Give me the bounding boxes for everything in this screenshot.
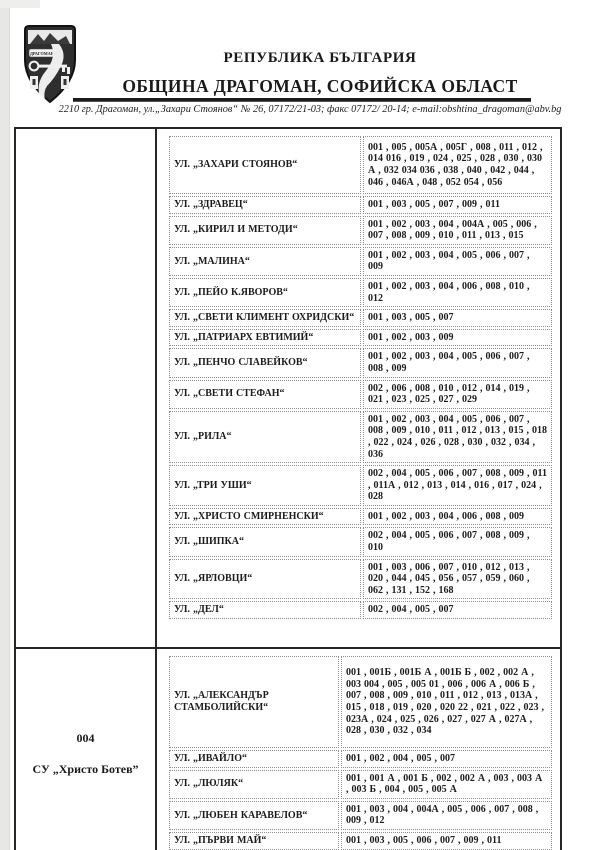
street-row — [169, 348, 552, 377]
street-row — [169, 278, 552, 307]
street-row — [169, 247, 552, 276]
street-row — [169, 750, 552, 768]
street-name-cell: УЛ. „ПЪРВИ МАЙ“ — [169, 832, 339, 850]
house-numbers-cell: 001 , 003 , 005 , 006 , 007 , 009 , 011 — [341, 832, 552, 850]
municipality-title: ОБЩИНА ДРАГОМАН, СОФИЙСКА ОБЛАСТ — [122, 76, 518, 96]
street-row — [169, 832, 552, 850]
house-numbers-cell: 001 , 002 , 003 , 004 , 006 , 008 , 010 , 012 — [363, 278, 552, 307]
street-name-cell: УЛ. „ЛЮЛЯК“ — [169, 770, 339, 799]
street-row — [169, 559, 552, 600]
street-name-cell: УЛ. „ЯРЛОВЦИ“ — [169, 559, 361, 600]
street-name-cell: УЛ. „ПАТРИАРХ ЕВТИМИЙ“ — [169, 329, 361, 347]
street-row — [169, 309, 552, 327]
street-row — [169, 380, 552, 409]
house-numbers-cell: 001 , 002 , 003 , 004 , 005 , 006 , 007 , 008 , 009 , 010 , 011 , 012 , 013 , 015 , 018 , 022 , 024 , 026 , 028 , 030 , 032 , 034 , 036 — [363, 411, 552, 463]
section-id: 004 — [76, 731, 95, 746]
street-name-cell: УЛ. „СВЕТИ СТЕФАН“ — [169, 380, 361, 409]
section-streets-area — [157, 129, 560, 647]
scan-top-edge — [0, 0, 40, 8]
street-row — [169, 216, 552, 245]
street-row — [169, 136, 552, 194]
street-row — [169, 527, 552, 556]
street-row — [169, 656, 552, 748]
streets-table — [167, 134, 554, 621]
street-row — [169, 770, 552, 799]
street-name-cell: УЛ. „КИРИЛ И МЕТОДИ“ — [169, 216, 361, 245]
streets-table — [167, 654, 554, 850]
street-row — [169, 329, 552, 347]
scan-left-edge — [0, 0, 10, 850]
house-numbers-cell: 002 , 004 , 005 , 006 , 007 , 008 , 009 , 010 — [363, 527, 552, 556]
street-row — [169, 411, 552, 463]
table-section-004 — [16, 647, 560, 850]
street-name-cell: УЛ. „АЛЕКСАНДЪР СТАМБОЛИЙСКИ“ — [169, 656, 339, 748]
street-allocation-table — [14, 127, 562, 850]
header-divider-rule — [73, 98, 531, 101]
street-name-cell: УЛ. „ДЕЛ“ — [169, 601, 361, 619]
street-name-cell: УЛ. „ПЕЙО К.ЯВОРОВ“ — [169, 278, 361, 307]
street-name-cell: УЛ. „ЗДРАВЕЦ“ — [169, 196, 361, 214]
street-name-cell: УЛ. „ЛЮБЕН КАРАВЕЛОВ“ — [169, 801, 339, 830]
street-name-cell: УЛ. „СВЕТИ КЛИМЕНТ ОХРИДСКИ“ — [169, 309, 361, 327]
house-numbers-cell: 002 , 006 , 008 , 010 , 012 , 014 , 019 , 021 , 023 , 025 , 027 , 029 — [363, 380, 552, 409]
house-numbers-cell: 001 , 003 , 005 , 007 — [363, 309, 552, 327]
house-numbers-cell: 001 , 001 А , 001 Б , 002 , 002 А , 003 , 003 А , 003 Б , 004 , 005 , 005 А — [341, 770, 552, 799]
section-label-cell — [16, 649, 157, 850]
street-row — [169, 196, 552, 214]
municipality-coat-of-arms — [21, 24, 79, 104]
street-name-cell: УЛ. „ПЕНЧО СЛАВЕЙКОВ“ — [169, 348, 361, 377]
street-name-cell: УЛ. „ИВАЙЛО“ — [169, 750, 339, 768]
coat-of-arms-icon — [21, 24, 79, 104]
house-numbers-cell: 001 , 005 , 005А , 005Г , 008 , 011 , 012 , 014 016 , 019 , 024 , 025 , 028 , 030 , 030 А , 032 034 036 , 038 , 040 , 042 , 044 , 046 , 046А , 048 , 052 054 , 056 — [363, 136, 552, 194]
house-numbers-cell: 001 , 002 , 003 , 004 , 004А , 005 , 006 , 007 , 008 , 009 , 010 , 011 , 013 , 015 — [363, 216, 552, 245]
house-numbers-cell: 001 , 002 , 003 , 004 , 005 , 006 , 007 , 008 , 009 — [363, 348, 552, 377]
house-numbers-cell: 001 , 003 , 006 , 007 , 010 , 012 , 013 , 020 , 044 , 045 , 056 , 057 , 059 , 060 , 062 , 131 , 152 , 168 — [363, 559, 552, 600]
street-name-cell: УЛ. „ШИПКА“ — [169, 527, 361, 556]
contact-address-line: 2210 гр. Драгоман, ул.„Захари Стоянов“ № 26, 07172/21-03; факс 07172/ 20-14; e-mail:obshtina_dragoman@abv.bg — [58, 104, 562, 115]
street-name-cell: УЛ. „ЗАХАРИ СТОЯНОВ“ — [169, 136, 361, 194]
table-section-continued — [16, 129, 560, 647]
street-name-cell: УЛ. „ТРИ УШИ“ — [169, 465, 361, 506]
street-name-cell: УЛ. „РИЛА“ — [169, 411, 361, 463]
house-numbers-cell: 001 , 002 , 004 , 005 , 007 — [341, 750, 552, 768]
street-row — [169, 801, 552, 830]
republic-title: РЕПУБЛИКА БЪЛГАРИЯ — [223, 50, 417, 66]
section-label-cell-empty — [16, 129, 157, 647]
svg-text:ДРАГОМАН: ДРАГОМАН — [30, 51, 54, 56]
section-streets-area — [157, 649, 560, 850]
street-row — [169, 601, 552, 619]
house-numbers-cell: 001 , 002 , 003 , 004 , 005 , 006 , 007 , 009 — [363, 247, 552, 276]
street-row — [169, 465, 552, 506]
section-school-name: СУ „Христо Ботев” — [32, 762, 139, 777]
house-numbers-cell: 001 , 001Б , 001Б А , 001Б Б , 002 , 002 А , 003 004 , 005 , 005 01 , 006 , 006 А , 006 Б , 007 , 008 , 009 , 010 , 011 , 012 , 013 , 013А , 015 , 018 , 019 , 020 , 020 22 , 021 , 022 , 023 , 023А , 024 , 025 , 026 , 027 , 027 А , 027А , 028 , 030 , 032 , 034 — [341, 656, 552, 748]
house-numbers-cell: 001 , 003 , 004 , 004А , 005 , 006 , 007 , 008 , 009 , 012 — [341, 801, 552, 830]
street-name-cell: УЛ. „ХРИСТО СМИРНЕНСКИ“ — [169, 508, 361, 526]
house-numbers-cell: 002 , 004 , 005 , 006 , 007 , 008 , 009 , 011 , 011А , 012 , 013 , 014 , 016 , 017 , 024 , 028 — [363, 465, 552, 506]
house-numbers-cell: 001 , 003 , 005 , 007 , 009 , 011 — [363, 196, 552, 214]
street-name-cell: УЛ. „МАЛИНА“ — [169, 247, 361, 276]
house-numbers-cell: 001 , 002 , 003 , 004 , 006 , 008 , 009 — [363, 508, 552, 526]
house-numbers-cell: 002 , 004 , 005 , 007 — [363, 601, 552, 619]
house-numbers-cell: 001 , 002 , 003 , 009 — [363, 329, 552, 347]
street-row — [169, 508, 552, 526]
